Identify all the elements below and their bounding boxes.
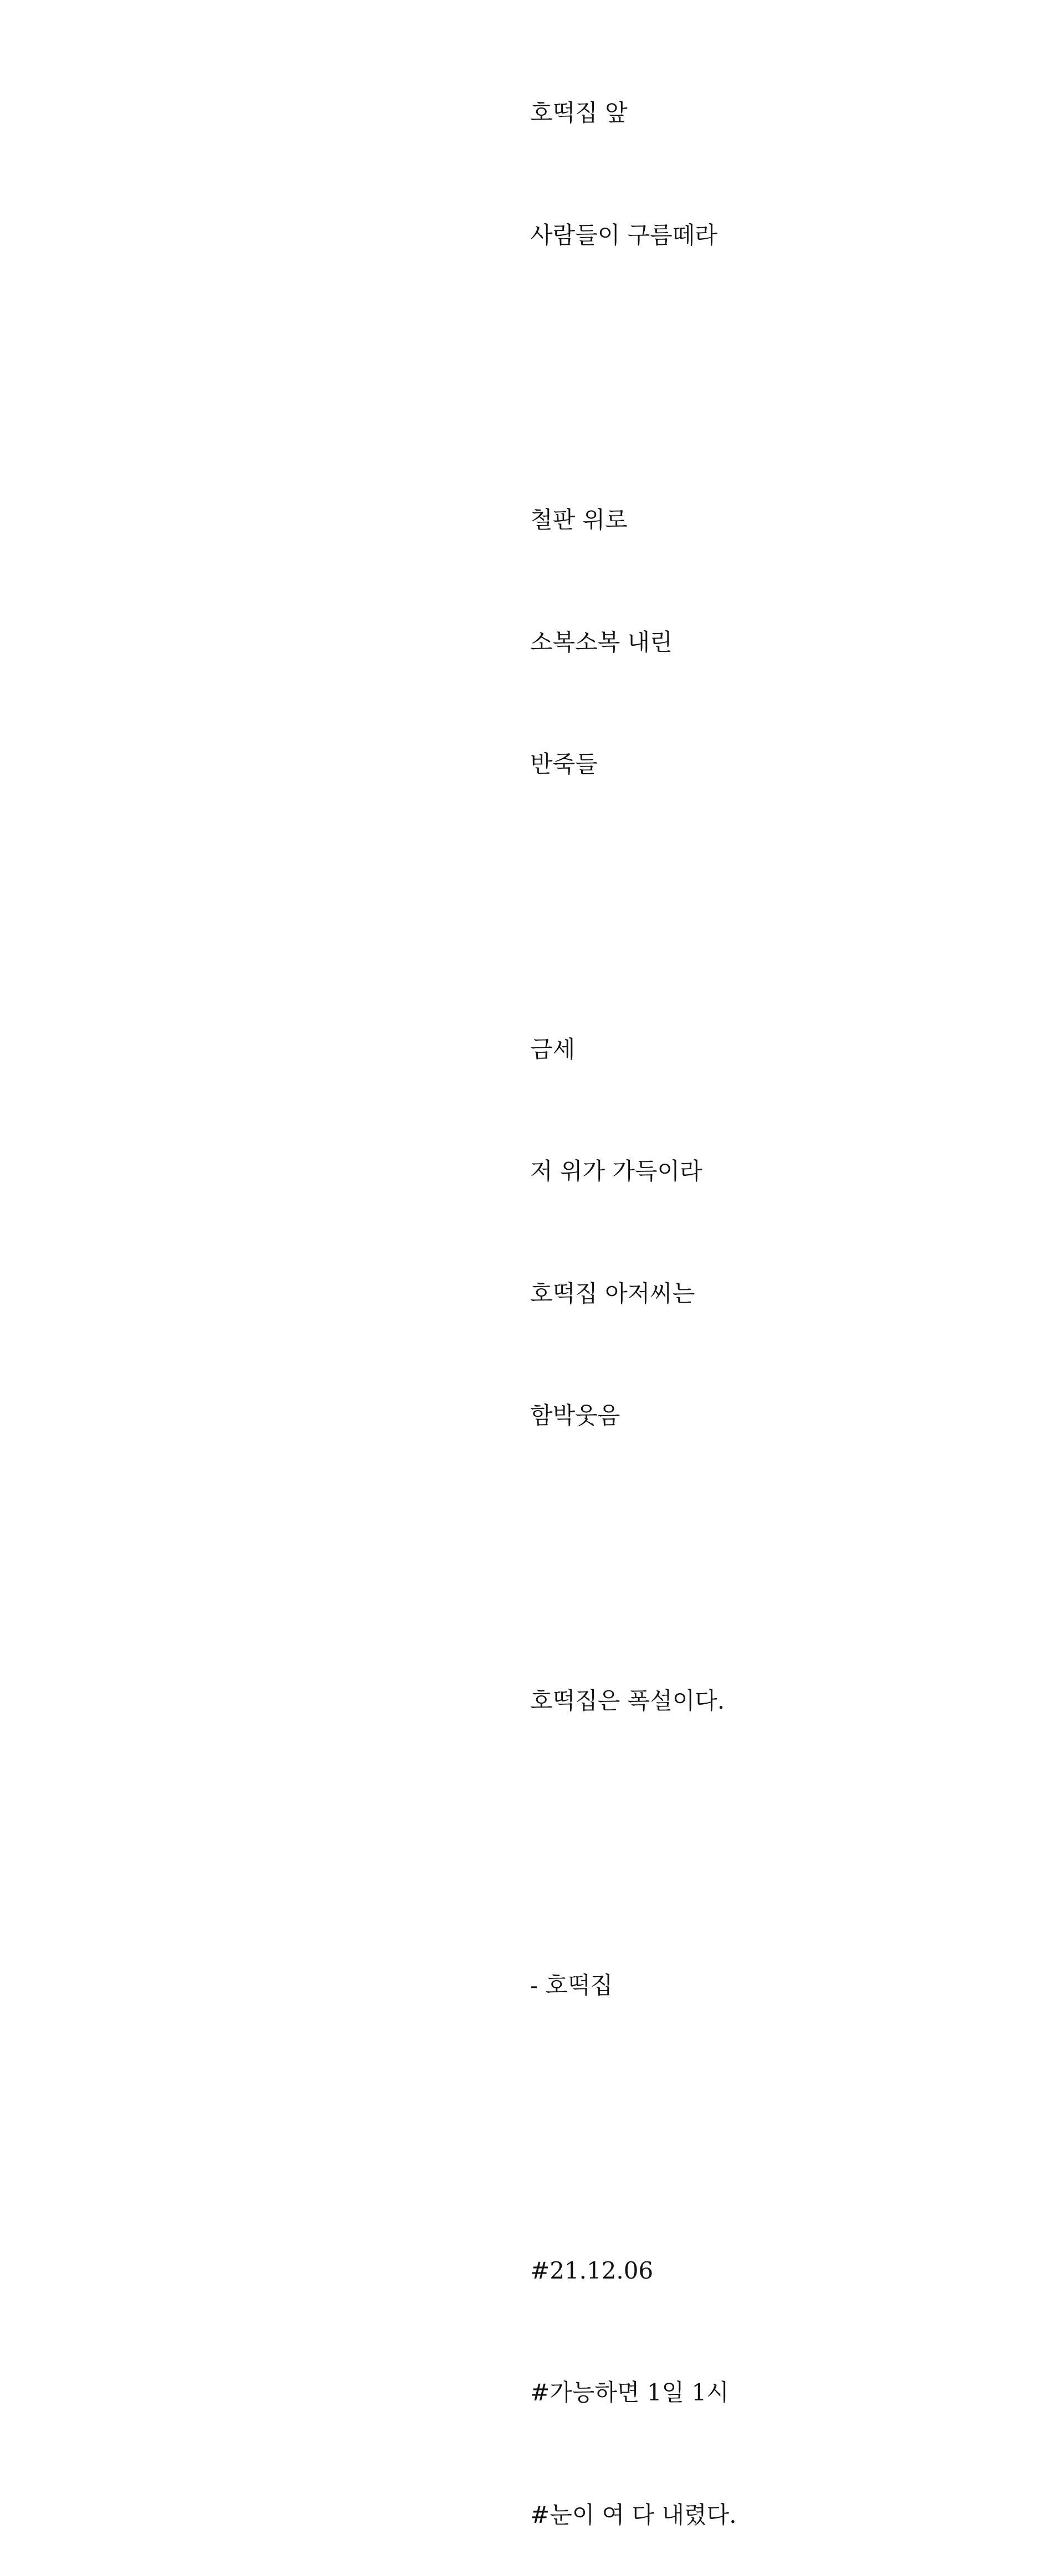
poem-text	[530, 11, 737, 2576]
poem-line: 호떡집 아저씨는	[530, 1279, 695, 1307]
hashtag-line: #21.12.06	[530, 2256, 654, 2284]
stanza-break	[530, 337, 737, 378]
stanza-break	[530, 1802, 737, 1843]
poem-title-line: - 호떡집	[530, 1972, 613, 1999]
poem-line: 호떡집은 폭설이다.	[530, 1687, 725, 1714]
poem-line: 소복소복 내린	[530, 628, 673, 656]
stanza-break	[530, 1518, 737, 1559]
stanza-break	[530, 2087, 737, 2128]
hashtag-line: #가능하면 1일 1시	[530, 2379, 729, 2406]
stanza-break	[530, 866, 737, 907]
poem-line: 호떡집 앞	[530, 99, 628, 126]
poem-line: 저 위가 가득이라	[530, 1158, 702, 1185]
poem-line: 사람들이 구름떼라	[530, 221, 717, 249]
poem-line: 철판 위로	[530, 506, 628, 533]
poem-line: 함박웃음	[530, 1402, 620, 1429]
poem-line: 금세	[530, 1035, 576, 1063]
poem-line: 반죽들	[530, 750, 598, 778]
hashtag-line: #눈이 여 다 내렸다.	[530, 2501, 737, 2528]
